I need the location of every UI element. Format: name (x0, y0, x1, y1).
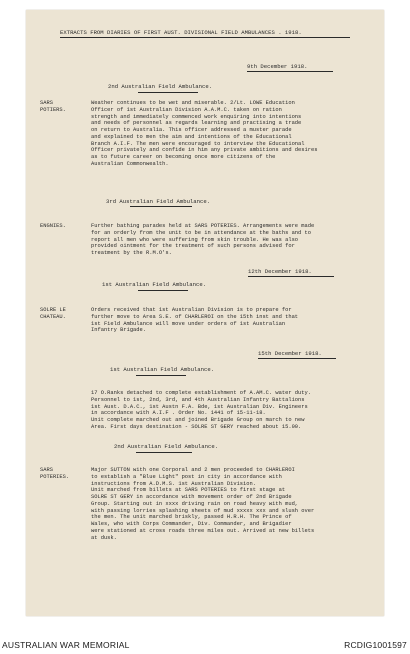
place-name: SARS POTERIES. (40, 467, 70, 480)
date-underline (248, 276, 334, 277)
unit-heading: 2nd Australian Field Ambulance. (108, 83, 213, 90)
archive-credit: AUSTRALIAN WAR MEMORIAL (2, 640, 130, 650)
diary-entry: Further bathing parades held at SARS POTERIES. Arrangements were made for an orderly from the unit to be in attendance at the baths and to report all men who were suffering from skin trouble. He was also provided ointment for the treatment of such persons advised for treatment by the R.M.O's. (91, 223, 315, 256)
unit-heading: 1st Australian Field Ambulance. (110, 366, 215, 373)
unit-heading: 2nd Australian Field Ambulance. (114, 443, 219, 450)
diary-entry: Major SUTTON with one Corporal and 2 men proceeded to CHARLEROI to establish a "Blue Light" post in city in accordance with instructions from A.D.M.S. 1st Australian Division. Unit marched from billets at SARS POTERIES to first stage at SOLRE ST GERY in accordance with movement order of 2nd Brigade Group. Starting out in xxxx driving rain on road heavy with mud, with passing lorries splashing sheets of mud xxxxx xxx and slush over the men. The unit marched briskly, passed H.R.H. The Prince of Wales, who with Corps Commander, Div. Commander, and Brigadier were stationed at cross roads three miles out. Arrived at new billets at dusk. (91, 467, 315, 541)
unit-heading-rule (130, 206, 192, 207)
unit-heading-rule (138, 92, 198, 93)
diary-entry: Weather continues to be wet and miserable. 2/Lt. LOWE Education Officer of 1st Australian Division A.A.M.C. taken on ration strength and immediately commenced work enquiring into intentions and needs of personnel as regards learning and practising a trade on return to Australia. This officer addressed a muster parade and explained to men the aim and intentions of the Educational Branch A.I.F. The men were encouraged to interview the Educational Officer privately and confide in him any private ambitions and desires as to future career on becoming once more citizens of the Australian Commonwealth. (91, 100, 318, 167)
unit-heading: 3rd Australian Field Ambulance. (106, 198, 211, 205)
place-name: ENGNIES. (40, 223, 66, 229)
diary-entry: Orders received that 1st Australian Division is to prepare for further move to Area S.E. of CHARLEROI on the 15th inst and that 1st Field Ambulance will move under orders of 1st Australian Infantry Brigade. (91, 307, 299, 334)
unit-heading-rule (136, 375, 186, 376)
entry-date: 15th December 1918. (258, 350, 322, 357)
title-underline (60, 37, 350, 38)
entry-date: 12th December 1918. (248, 268, 312, 275)
unit-heading-rule (136, 452, 192, 453)
document-title: EXTRACTS FROM DIARIES OF FIRST AUST. DIVISIONAL FIELD AMBULANCES . 1918. (60, 29, 302, 36)
unit-heading-rule (138, 290, 188, 291)
archive-reference: RCDIG1001597 (344, 640, 407, 650)
unit-heading: 1st Australian Field Ambulance. (102, 281, 207, 288)
entry-date: 9th December 1918. (247, 63, 308, 70)
date-underline (247, 71, 333, 72)
diary-page (26, 10, 384, 616)
place-name: SOLRE LE CHATEAU. (40, 307, 66, 320)
date-underline (258, 358, 336, 359)
place-name: SARS POTIERS. (40, 100, 66, 113)
diary-entry: 17 O.Ranks detached to complete establishment of A.AM.C. water duty. Personnel to 1st, 2nd, 3rd, and 4th Australian Infantry Battalions 1st Aust. D.A.C., 1st Austn F.A. Bde, 1st Australian Div. Engineers in accordance with A.I.F . Order No. 1441 of 15-11-18. Unit complete marched out and joined Brigade Group on march to new Area. First days destination - SOLRE ST GERY reached about 15.00. (91, 390, 311, 430)
